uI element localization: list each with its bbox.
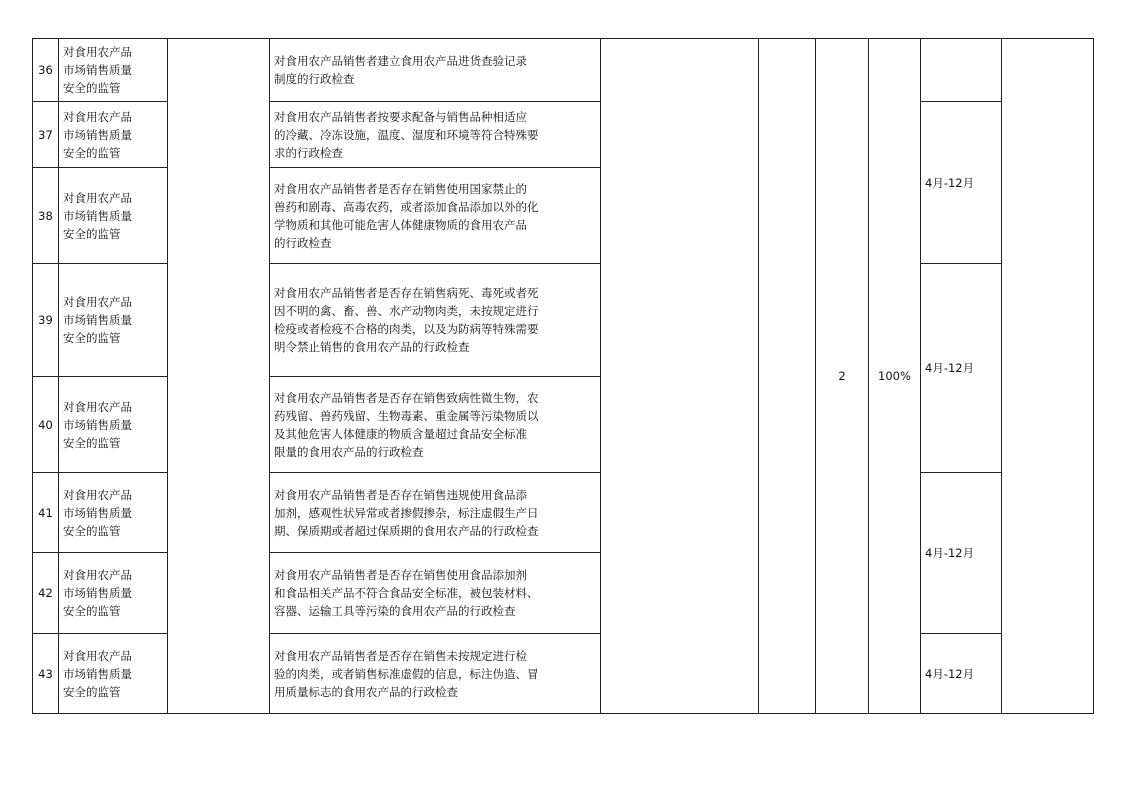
frequency-value: 2 [816, 39, 869, 714]
period-value: 4月-12月 [921, 102, 1002, 264]
item-name: 对食用农产品 市场销售质量 安全的监管 [59, 102, 168, 168]
inspection-description: 对食用农产品销售者建立食用农产品进货查验记录 制度的行政检查 [270, 39, 601, 102]
row-number: 38 [33, 168, 59, 264]
row-number: 36 [33, 39, 59, 102]
period-value: 4月-12月 [921, 634, 1002, 714]
table-row [33, 39, 1094, 102]
item-name: 对食用农产品 市场销售质量 安全的监管 [59, 553, 168, 634]
item-name: 对食用农产品 市场销售质量 安全的监管 [59, 264, 168, 377]
row-number: 39 [33, 264, 59, 377]
empty-cell [168, 39, 270, 714]
ratio-value: 100% [869, 39, 921, 714]
inspection-description: 对食用农产品销售者按要求配备与销售品种相适应 的冷藏、冷冻设施，温度、湿度和环境等符合特殊要 求的行政检查 [270, 102, 601, 168]
empty-cell [601, 39, 759, 714]
empty-cell [1002, 39, 1094, 714]
period-value: 4月-12月 [921, 264, 1002, 473]
inspection-description: 对食用农产品销售者是否存在销售使用食品添加剂 和食品相关产品不符合食品安全标准，被包装材料、 容器、运输工具等污染的食用农产品的行政检查 [270, 553, 601, 634]
inspection-description: 对食用农产品销售者是否存在销售违规使用食品添 加剂，感观性状异常或者掺假掺杂，标注虚假生产日 期、保质期或者超过保质期的食用农产品的行政检查 [270, 473, 601, 553]
inspection-description: 对食用农产品销售者是否存在销售致病性微生物，农 药残留、兽药残留、生物毒素、重金属等污染物质以 及其他危害人体健康的物质含量超过食品安全标准 限量的食用农产品的行政检查 [270, 377, 601, 473]
item-name: 对食用农产品 市场销售质量 安全的监管 [59, 473, 168, 553]
empty-cell [759, 39, 816, 714]
row-number: 37 [33, 102, 59, 168]
row-number: 40 [33, 377, 59, 473]
row-number: 41 [33, 473, 59, 553]
item-name: 对食用农产品 市场销售质量 安全的监管 [59, 634, 168, 714]
item-name: 对食用农产品 市场销售质量 安全的监管 [59, 377, 168, 473]
row-number: 42 [33, 553, 59, 634]
inspection-description: 对食用农产品销售者是否存在销售病死、毒死或者死 因不明的禽、畜、兽、水产动物肉类，未按规定进行 检疫或者检疫不合格的肉类，以及为防病等特殊需要 明令禁止销售的食用农产品的行政检查 [270, 264, 601, 377]
period-value: 4月-12月 [921, 473, 1002, 634]
row-number: 43 [33, 634, 59, 714]
item-name: 对食用农产品 市场销售质量 安全的监管 [59, 168, 168, 264]
inspection-table [32, 38, 1094, 714]
inspection-description: 对食用农产品销售者是否存在销售使用国家禁止的 兽药和剧毒、高毒农药，或者添加食品添加以外的化 学物质和其他可能危害人体健康物质的食用农产品 的行政检查 [270, 168, 601, 264]
inspection-description: 对食用农产品销售者是否存在销售未按规定进行检 验的肉类，或者销售标准虚假的信息，标注伪造、冒 用质量标志的食用农产品的行政检查 [270, 634, 601, 714]
period-cell [921, 39, 1002, 102]
item-name: 对食用农产品 市场销售质量 安全的监管 [59, 39, 168, 102]
